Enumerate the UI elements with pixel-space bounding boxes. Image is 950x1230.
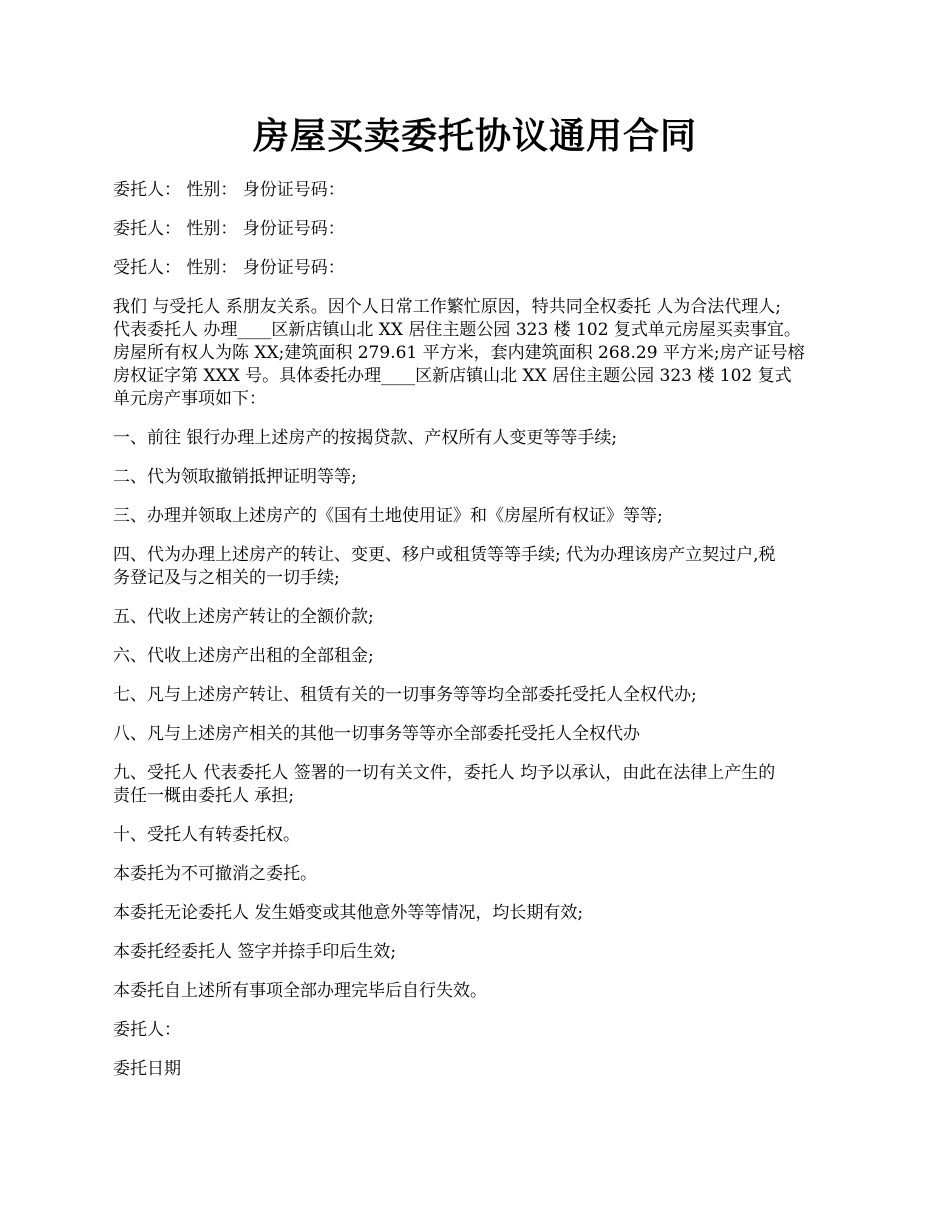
paragraph-line: 房屋所有权人为陈 XX;建筑面积 279.61 平方米，套内建筑面积 268.29 平方米;房产证号榕	[113, 343, 805, 363]
paragraph-line: 八、凡与上述房产相关的其他一切事务等等亦全部委托受托人全权代办	[113, 724, 640, 744]
paragraph-line: 代表委托人 办理____区新店镇山北 XX 居住主题公园 323 楼 102 复式单元房屋买卖事宜。	[113, 320, 801, 340]
paragraph-line: 我们 与受托人 系朋友关系。因个人日常工作繁忙原因，特共同全权委托 人为合法代理人;	[113, 297, 781, 317]
paragraph-line: 七、凡与上述房产转让、租赁有关的一切事务等等均全部委托受托人全权代办;	[113, 685, 697, 705]
document-title: 房屋买卖委托协议通用合同	[252, 115, 697, 157]
document-paragraph	[113, 684, 843, 707]
paragraph-line: 务登记及与之相关的一切手续;	[113, 568, 340, 588]
paragraph-line: 三、办理并领取上述房产的《国有土地使用证》和《房屋所有权证》等等;	[113, 506, 663, 526]
document-paragraph	[113, 466, 843, 489]
paragraph-line: 本委托无论委托人 发生婚变或其他意外等等情况，均长期有效;	[113, 903, 584, 923]
paragraph-line: 责任一概由委托人 承担;	[113, 786, 295, 806]
paragraph-line: 四、代为办理上述房产的转让、变更、移户或租赁等等手续; 代为办理该房产立契过户,税	[113, 545, 776, 565]
document-paragraph	[113, 505, 843, 528]
paragraph-line: 单元房产事项如下：	[113, 389, 266, 409]
document-paragraph	[113, 218, 843, 241]
document-paragraph	[113, 1058, 843, 1081]
document-paragraph	[113, 1019, 843, 1042]
document-body	[113, 179, 843, 1097]
document-paragraph	[113, 257, 843, 280]
document-paragraph	[113, 824, 843, 847]
document-paragraph	[113, 902, 843, 925]
document-paragraph	[113, 179, 843, 202]
document-paragraph	[113, 606, 843, 629]
paragraph-line: 委托人： 性别： 身份证号码：	[113, 219, 345, 239]
paragraph-line: 十、受托人有转委托权。	[113, 825, 300, 845]
paragraph-line: 委托人： 性别： 身份证号码：	[113, 180, 345, 200]
document-paragraph	[113, 645, 843, 668]
paragraph-line: 委托日期	[113, 1059, 181, 1079]
paragraph-line: 本委托自上述所有事项全部办理完毕后自行失效。	[113, 981, 487, 1001]
paragraph-line: 五、代收上述房产转让的全额价款;	[113, 607, 374, 627]
paragraph-line: 一、前往 银行办理上述房产的按揭贷款、产权所有人变更等等手续;	[113, 428, 618, 448]
paragraph-line: 本委托为不可撤消之委托。	[113, 864, 317, 884]
paragraph-line: 房权证字第 XXX 号。具体委托办理____区新店镇山北 XX 居住主题公园 323 楼 102 复式	[113, 366, 792, 386]
paragraph-line: 二、代为领取撤销抵押证明等等;	[113, 467, 357, 487]
document-paragraph	[113, 941, 843, 964]
document-paragraph	[113, 980, 843, 1003]
paragraph-line: 九、受托人 代表委托人 签署的一切有关文件，委托人 均予以承认，由此在法律上产生的	[113, 763, 776, 783]
paragraph-line: 受托人： 性别： 身份证号码：	[113, 258, 345, 278]
document-paragraph	[113, 762, 843, 808]
document-paragraph	[113, 544, 843, 590]
document-paragraph	[113, 863, 843, 886]
paragraph-line: 委托人：	[113, 1020, 181, 1040]
document-paragraph	[113, 427, 843, 450]
document-paragraph	[113, 296, 843, 411]
document-paragraph	[113, 723, 843, 746]
paragraph-line: 六、代收上述房产出租的全部租金;	[113, 646, 374, 666]
paragraph-line: 本委托经委托人 签字并捺手印后生效;	[113, 942, 397, 962]
